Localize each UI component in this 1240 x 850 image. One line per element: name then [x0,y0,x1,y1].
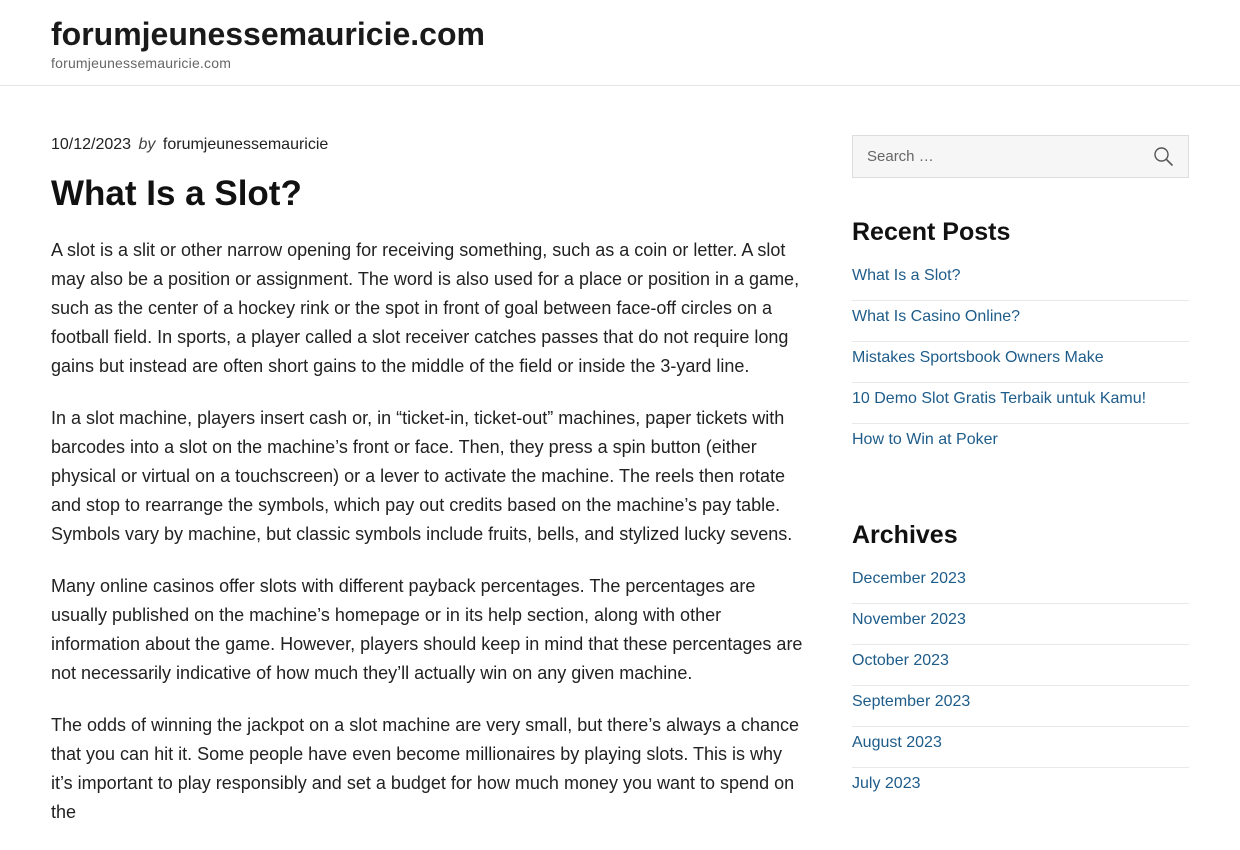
archive-link[interactable]: November 2023 [852,611,966,628]
list-item [852,260,1189,301]
archive-link[interactable]: October 2023 [852,652,949,669]
post-title: What Is a Slot? [51,174,302,213]
recent-post-link[interactable]: 10 Demo Slot Gratis Terbaik untuk Kamu! [852,390,1147,407]
post-paragraph: Many online casinos offer slots with different payback percentages. The percentages are usually published on the machine’s homepage or in its help section, along with other information about the game. However, players should keep in mind that these percentages are not necessarily indicative of how much they’ll actually win on any given machine. [51,576,803,683]
list-item [852,563,1189,604]
recent-posts-widget [852,216,1189,464]
recent-post-link[interactable]: Mistakes Sportsbook Owners Make [852,349,1104,366]
site-title[interactable]: forumjeunessemauricie.com [51,16,485,52]
post-meta [51,134,803,156]
list-item [852,686,1189,727]
list-item [852,424,1189,464]
sidebar [852,135,1189,808]
post-author[interactable]: forumjeunessemauricie [162,136,329,153]
archives-title: Archives [852,521,958,549]
list-item [852,383,1189,424]
by-label: by [138,136,156,153]
post-date[interactable]: 10/12/2023 [51,136,132,153]
list-item [852,604,1189,645]
recent-post-link[interactable]: What Is Casino Online? [852,308,1021,325]
search-input[interactable] [853,136,1133,177]
list-item [852,342,1189,383]
main-content [51,134,803,850]
archive-link[interactable]: December 2023 [852,570,966,587]
search-button[interactable] [1152,145,1176,169]
recent-posts-list [852,260,1189,464]
archives-list [852,563,1189,808]
site-header [0,0,1240,86]
recent-posts-title: Recent Posts [852,218,1011,246]
archives-widget [852,519,1189,808]
post-content [51,236,803,827]
archive-link[interactable]: August 2023 [852,734,942,751]
archive-link[interactable]: July 2023 [852,775,921,792]
list-item [852,727,1189,768]
search-form [852,135,1189,178]
archive-link[interactable]: September 2023 [852,693,971,710]
site-description: forumjeunessemauricie.com [51,55,232,71]
post-paragraph: A slot is a slit or other narrow opening for receiving something, such as a coin or letter. A slot may also be a position or assignment. The word is also used for a place or position in a game, such as the center of a hockey rink or the spot in front of goal between face-off circles on a football field. In sports, a player called a slot receiver catches passes that do not require long gains but instead are often short gains to the middle of the field or inside the 3-yard line. [51,240,800,376]
post-paragraph: In a slot machine, players insert cash or, in “ticket-in, ticket-out” machines, paper tickets with barcodes into a slot on the machine’s front or face. Then, they press a spin button (either physical or virtual on a touchscreen) or a lever to activate the machine. The reels then rotate and stop to rearrange the symbols, which pay out credits based on the machine’s pay table. Symbols vary by machine, but classic symbols include fruits, bells, and stylized lucky sevens. [51,408,793,544]
list-item [852,645,1189,686]
search-icon [1152,145,1176,169]
list-item [852,301,1189,342]
recent-post-link[interactable]: What Is a Slot? [852,267,961,284]
list-item [852,768,1189,808]
recent-post-link[interactable]: How to Win at Poker [852,431,998,448]
post-paragraph: The odds of winning the jackpot on a slot machine are very small, but there’s always a chance that you can hit it. Some people have even become millionaires by playing slots. This is why it’s important to play responsibly and set a budget for how much money you want to spend on the [51,715,800,822]
